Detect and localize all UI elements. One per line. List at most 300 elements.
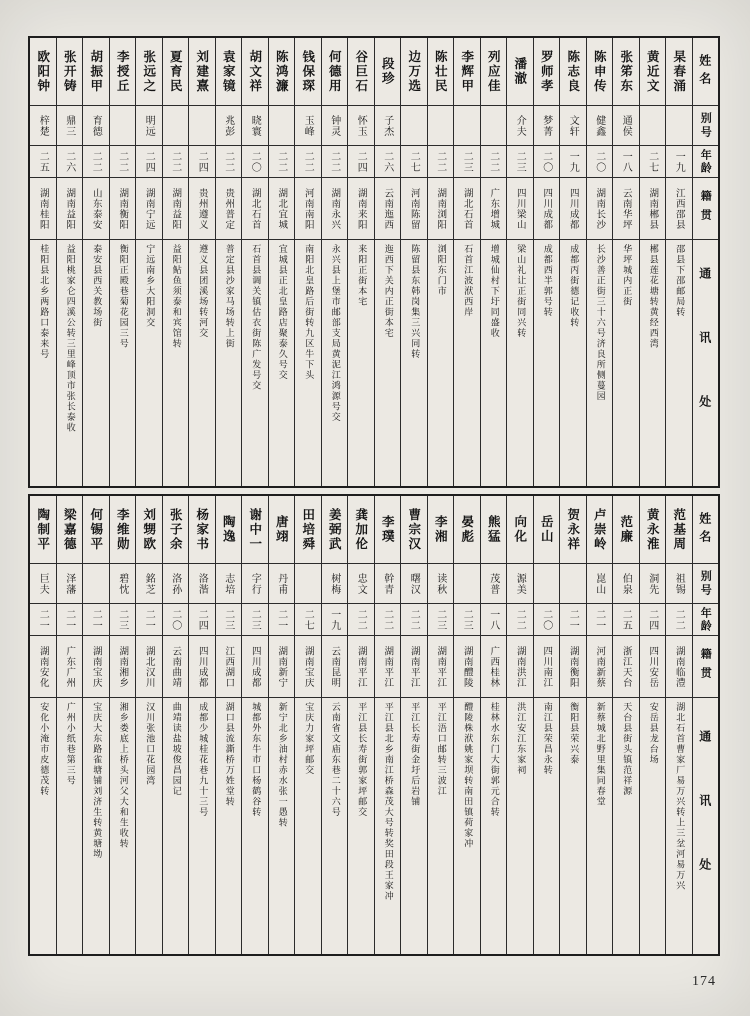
header-alias-label: 别号 [699, 111, 713, 140]
person-age: 二六 [381, 150, 393, 173]
person-column [188, 496, 215, 954]
person-origin: 湖南洪江 [514, 645, 526, 688]
person-column [241, 38, 268, 486]
person-origin: 云南曲靖 [170, 645, 182, 688]
person-cell-age [110, 604, 136, 636]
person-cell-alias [507, 106, 533, 146]
person-cell-alias [269, 106, 295, 146]
person-name: 梁嘉德 [62, 507, 78, 552]
person-origin: 湖北石首 [461, 187, 473, 230]
person-column [374, 38, 401, 486]
person-cell-name [587, 496, 613, 564]
person-address: 桂林水东门大街郭元合转 [488, 702, 499, 818]
person-cell-address [534, 240, 560, 486]
header-age-label: 年龄 [699, 606, 713, 633]
person-name: 段珍 [380, 57, 396, 86]
header-age-label: 年龄 [699, 148, 713, 175]
person-cell-address [454, 240, 480, 486]
person-cell-origin [269, 636, 295, 698]
person-origin: 四川南江 [541, 645, 553, 688]
person-origin: 浙江天台 [620, 645, 632, 688]
person-cell-address [560, 240, 586, 486]
person-alias: 曙汉 [408, 572, 420, 595]
person-cell-origin [666, 636, 692, 698]
person-origin: 贵州普定 [223, 187, 235, 230]
person-address: 梁山礼让正街同兴转 [515, 244, 526, 339]
person-age: 一九 [673, 150, 685, 173]
person-origin: 广西桂林 [488, 645, 500, 688]
person-age: 二二 [408, 608, 420, 631]
person-cell-age [507, 146, 533, 178]
person-cell-age [481, 604, 507, 636]
person-cell-origin [163, 178, 189, 240]
person-cell-address [295, 240, 321, 486]
person-cell-alias [163, 564, 189, 604]
person-column [612, 496, 639, 954]
person-name: 黄永淮 [645, 507, 661, 552]
person-origin: 广东增城 [488, 187, 500, 230]
person-address: 平江浯口邮转三波江 [435, 702, 446, 797]
person-cell-name [295, 496, 321, 564]
person-cell-name [57, 496, 83, 564]
person-cell-address [269, 240, 295, 486]
person-cell-origin [481, 636, 507, 698]
person-cell-age [534, 146, 560, 178]
person-name: 陈申传 [592, 49, 608, 94]
person-origin: 湖南安化 [37, 645, 49, 688]
person-cell-alias [401, 106, 427, 146]
person-age: 二二 [514, 608, 526, 631]
header-cell-name [693, 496, 719, 564]
person-cell-origin [83, 636, 109, 698]
person-alias: 泽藩 [63, 572, 75, 595]
person-cell-age [613, 146, 639, 178]
person-cell-address [269, 698, 295, 954]
person-cell-origin [189, 178, 215, 240]
person-cell-origin [110, 178, 136, 240]
person-age: 二五 [620, 608, 632, 631]
person-cell-name [216, 496, 242, 564]
person-name: 张笫东 [618, 49, 634, 94]
person-origin: 云南迤西 [382, 187, 394, 230]
person-address: 云南省文庙东巷二十六号 [329, 702, 340, 818]
person-cell-origin [322, 636, 348, 698]
person-cell-address [481, 698, 507, 954]
person-cell-address [587, 698, 613, 954]
person-cell-alias [666, 564, 692, 604]
person-address: 石首县调关镇估衣街陈广发号交 [250, 244, 261, 391]
person-cell-origin [507, 636, 533, 698]
person-address: 平江长寿街金圩后岩铺 [409, 702, 420, 807]
person-name: 谷巨石 [353, 49, 369, 94]
person-column [135, 496, 162, 954]
person-cell-address [613, 240, 639, 486]
person-alias: 子杰 [381, 114, 393, 137]
person-cell-age [666, 146, 692, 178]
person-name: 熊猛 [486, 515, 502, 544]
person-cell-age [295, 604, 321, 636]
page-number: 174 [692, 974, 716, 989]
person-address: 安化小淹市皮德茂转 [38, 702, 49, 797]
person-age: 二三 [249, 608, 261, 631]
person-cell-origin [30, 636, 56, 698]
person-name: 唐翊 [274, 515, 290, 544]
person-name: 范廉 [618, 515, 634, 544]
person-name: 陈志良 [565, 49, 581, 94]
person-cell-address [454, 698, 480, 954]
person-cell-alias [136, 106, 162, 146]
person-cell-origin [110, 636, 136, 698]
person-cell-origin [57, 178, 83, 240]
person-address: 城都外东牛市口杨鹤谷转 [250, 702, 261, 818]
person-origin: 江西湖口 [223, 645, 235, 688]
person-address: 湖口县流澌桥万姓堂转 [223, 702, 234, 807]
person-cell-name [163, 496, 189, 564]
person-cell-alias [560, 106, 586, 146]
person-column [665, 38, 692, 486]
header-cell-address [693, 240, 719, 486]
person-alias: 怀玉 [355, 114, 367, 137]
person-address: 普定县沙家马场转上街 [223, 244, 234, 349]
person-address: 增城仙村下圩同盛收 [488, 244, 499, 339]
person-name: 何锡平 [88, 507, 104, 552]
person-age: 二〇 [540, 608, 552, 631]
person-column [321, 496, 348, 954]
person-cell-alias [375, 106, 401, 146]
person-cell-alias [110, 106, 136, 146]
person-name: 晏彪 [459, 515, 475, 544]
person-cell-origin [560, 178, 586, 240]
person-cell-age [189, 146, 215, 178]
person-column [268, 38, 295, 486]
person-cell-origin [163, 636, 189, 698]
person-cell-name [136, 38, 162, 106]
person-column [268, 496, 295, 954]
person-age: 一九 [567, 150, 579, 173]
person-cell-name [666, 496, 692, 564]
person-age: 二四 [196, 608, 208, 631]
person-cell-age [428, 146, 454, 178]
person-address: 桂阳县北乡两路口泰来号 [38, 244, 49, 360]
person-name: 张子余 [168, 507, 184, 552]
person-age: 二二 [381, 608, 393, 631]
person-cell-address [507, 240, 533, 486]
person-cell-alias [666, 106, 692, 146]
person-cell-address [57, 240, 83, 486]
person-age: 二一 [275, 608, 287, 631]
person-alias: 洞先 [646, 572, 658, 595]
person-name: 欧阳钟 [35, 49, 51, 94]
person-origin: 湖南新宁 [276, 645, 288, 688]
person-cell-address [428, 698, 454, 954]
person-address: 长沙善正街三十六号济良所侧蔓园 [594, 244, 605, 402]
person-cell-alias [640, 106, 666, 146]
person-cell-alias [269, 564, 295, 604]
person-cell-alias [242, 564, 268, 604]
person-origin: 四川梁山 [514, 187, 526, 230]
person-origin: 湖南桂阳 [37, 187, 49, 230]
header-origin-label: 籍贯 [699, 189, 713, 228]
person-age: 二二 [302, 150, 314, 173]
header-alias-label: 别号 [699, 569, 713, 598]
person-name: 罗师孝 [539, 49, 555, 94]
person-origin: 湖南来阳 [355, 187, 367, 230]
person-cell-alias [216, 564, 242, 604]
person-age: 二四 [143, 150, 155, 173]
person-column [321, 38, 348, 486]
person-cell-address [401, 698, 427, 954]
person-name: 贺永祥 [565, 507, 581, 552]
person-origin: 四川安岳 [647, 645, 659, 688]
person-column [162, 38, 189, 486]
person-cell-address [216, 240, 242, 486]
person-cell-origin [481, 178, 507, 240]
person-column [56, 38, 83, 486]
person-cell-alias [481, 564, 507, 604]
person-age: 二四 [646, 608, 658, 631]
person-alias: 玉峰 [302, 114, 314, 137]
header-column [692, 38, 719, 486]
person-column [639, 38, 666, 486]
person-cell-origin [401, 178, 427, 240]
person-cell-name [640, 38, 666, 106]
person-column [506, 38, 533, 486]
person-age: 二六 [63, 150, 75, 173]
person-origin: 湖南宝庆 [90, 645, 102, 688]
header-name-label: 姓名 [697, 53, 712, 90]
person-cell-address [57, 698, 83, 954]
person-cell-alias [534, 564, 560, 604]
person-origin: 四川成都 [249, 645, 261, 688]
person-cell-alias [83, 564, 109, 604]
person-origin: 河南新蔡 [594, 645, 606, 688]
person-column [241, 496, 268, 954]
person-age: 二一 [37, 608, 49, 631]
person-name: 龚加伦 [353, 507, 369, 552]
person-column [56, 496, 83, 954]
person-address: 新宁北乡油村赤水张一愚转 [276, 702, 287, 828]
person-cell-age [216, 146, 242, 178]
person-address: 湘乡娄底上桥头河父大和生收转 [117, 702, 128, 849]
person-address: 浏阳东门市 [435, 244, 446, 297]
person-name: 向化 [512, 515, 528, 544]
person-origin: 湖北汉川 [143, 645, 155, 688]
person-cell-origin [613, 178, 639, 240]
person-address: 南江县荣昌永转 [541, 702, 552, 776]
person-name: 夏育民 [168, 49, 184, 94]
person-alias: 碧忱 [116, 572, 128, 595]
person-column [374, 496, 401, 954]
header-cell-alias [693, 564, 719, 604]
person-address: 遵义县团溪场转河交 [197, 244, 208, 339]
person-cell-age [348, 146, 374, 178]
person-cell-name [83, 38, 109, 106]
person-cell-name [269, 38, 295, 106]
person-address: 迤西下关内正街本宅 [382, 244, 393, 339]
person-origin: 湖南平江 [408, 645, 420, 688]
person-name: 李辉甲 [459, 49, 475, 94]
person-cell-name [613, 496, 639, 564]
person-cell-address [163, 240, 189, 486]
person-cell-address [613, 698, 639, 954]
person-cell-alias [242, 106, 268, 146]
person-cell-address [322, 698, 348, 954]
person-name: 卢崇岭 [592, 507, 608, 552]
person-cell-alias [295, 106, 321, 146]
person-origin: 湖南醴陵 [461, 645, 473, 688]
person-alias: 读秋 [434, 572, 446, 595]
person-cell-name [136, 496, 162, 564]
person-name: 张开铸 [62, 49, 78, 94]
directory-table-bottom [28, 494, 720, 956]
person-cell-alias [30, 564, 56, 604]
person-alias: 晓寰 [249, 114, 261, 137]
person-name: 田培舜 [300, 507, 316, 552]
person-name: 黄近文 [645, 49, 661, 94]
person-cell-origin [560, 636, 586, 698]
person-column [135, 38, 162, 486]
person-column [82, 496, 109, 954]
person-cell-name [110, 496, 136, 564]
person-age: 二三 [434, 608, 446, 631]
person-name: 杨家书 [194, 507, 210, 552]
person-cell-age [136, 146, 162, 178]
person-column [162, 496, 189, 954]
person-name: 边万选 [406, 49, 422, 94]
person-cell-name [401, 496, 427, 564]
person-column [586, 38, 613, 486]
person-cell-address [136, 240, 162, 486]
person-age: 二四 [355, 150, 367, 173]
person-cell-address [136, 698, 162, 954]
person-cell-age [666, 604, 692, 636]
person-cell-address [163, 698, 189, 954]
person-cell-address [189, 240, 215, 486]
person-address: 宝庆力家坪邮交 [303, 702, 314, 776]
person-origin: 江西邵县 [673, 187, 685, 230]
person-age: 二一 [63, 608, 75, 631]
person-name: 列应佳 [486, 49, 502, 94]
person-cell-name [375, 496, 401, 564]
person-address: 洪江安江东家祠 [515, 702, 526, 776]
person-name: 陶逸 [221, 515, 237, 544]
person-cell-age [57, 604, 83, 636]
person-age: 一八 [487, 608, 499, 631]
person-column [294, 38, 321, 486]
person-cell-origin [613, 636, 639, 698]
person-cell-address [348, 698, 374, 954]
person-alias: 崑山 [593, 572, 605, 595]
person-cell-age [269, 146, 295, 178]
person-cell-alias [136, 564, 162, 604]
header-address-label: 通讯处 [697, 730, 712, 922]
person-cell-alias [613, 564, 639, 604]
person-column [559, 38, 586, 486]
person-cell-name [242, 38, 268, 106]
person-cell-alias [163, 106, 189, 146]
person-cell-origin [640, 636, 666, 698]
header-cell-address [693, 698, 719, 954]
person-cell-name [454, 496, 480, 564]
person-age: 二三 [461, 150, 473, 173]
person-address: 天台县街头镇范祥源 [621, 702, 632, 797]
person-cell-alias [110, 564, 136, 604]
person-address: 醴陵株洑姚家坝转南田镇荷家冲 [462, 702, 473, 849]
person-column [30, 38, 56, 486]
person-cell-origin [534, 636, 560, 698]
person-cell-alias [30, 106, 56, 146]
person-cell-address [348, 240, 374, 486]
person-cell-origin [428, 636, 454, 698]
person-address: 汉川张池口花园湾 [144, 702, 155, 786]
person-cell-alias [507, 564, 533, 604]
person-address: 华坪城内正街 [621, 244, 632, 307]
person-cell-address [507, 698, 533, 954]
person-name: 李授丘 [115, 49, 131, 94]
person-cell-origin [507, 178, 533, 240]
person-age: 二二 [328, 150, 340, 173]
person-cell-address [242, 240, 268, 486]
person-cell-alias [57, 106, 83, 146]
person-age: 二一 [567, 608, 579, 631]
person-cell-name [110, 38, 136, 106]
person-alias: 忠文 [355, 572, 367, 595]
person-cell-age [587, 146, 613, 178]
person-name: 张远之 [141, 49, 157, 94]
person-cell-alias [454, 106, 480, 146]
person-address: 平江县北乡南江桥森茂大号转奖田段王家冲 [382, 702, 393, 902]
person-origin: 云南华坪 [620, 187, 632, 230]
person-cell-name [481, 496, 507, 564]
person-cell-age [613, 604, 639, 636]
person-cell-age [269, 604, 295, 636]
person-name: 李维勋 [115, 507, 131, 552]
person-age: 二七 [646, 150, 658, 173]
person-cell-origin [587, 178, 613, 240]
person-origin: 湖南郴县 [647, 187, 659, 230]
person-address: 平江县长寿街郭家坪邮交 [356, 702, 367, 818]
person-cell-name [534, 496, 560, 564]
person-cell-origin [295, 636, 321, 698]
person-cell-age [322, 604, 348, 636]
person-alias: 祖锡 [673, 572, 685, 595]
person-cell-origin [348, 636, 374, 698]
person-cell-address [295, 698, 321, 954]
person-origin: 湖南益阳 [64, 187, 76, 230]
person-cell-address [189, 698, 215, 954]
person-cell-age [560, 146, 586, 178]
person-address: 石首江波洑西岸 [462, 244, 473, 318]
person-cell-origin [242, 178, 268, 240]
person-cell-origin [375, 636, 401, 698]
person-cell-alias [613, 106, 639, 146]
person-age: 二一 [90, 608, 102, 631]
person-origin: 湖南平江 [355, 645, 367, 688]
person-name: 杲春涌 [671, 49, 687, 94]
person-name: 姜弼武 [327, 507, 343, 552]
person-cell-origin [348, 178, 374, 240]
person-address: 宝庆大东路雀塘铺刘济生转黄塘坳 [91, 702, 102, 860]
person-cell-age [640, 146, 666, 178]
person-age: 二〇 [169, 608, 181, 631]
person-cell-name [507, 496, 533, 564]
person-cell-age [454, 146, 480, 178]
person-address: 泰安县西关教场街 [91, 244, 102, 328]
person-cell-alias [348, 564, 374, 604]
person-alias: 介夫 [514, 114, 526, 137]
person-cell-age [587, 604, 613, 636]
person-cell-origin [322, 178, 348, 240]
